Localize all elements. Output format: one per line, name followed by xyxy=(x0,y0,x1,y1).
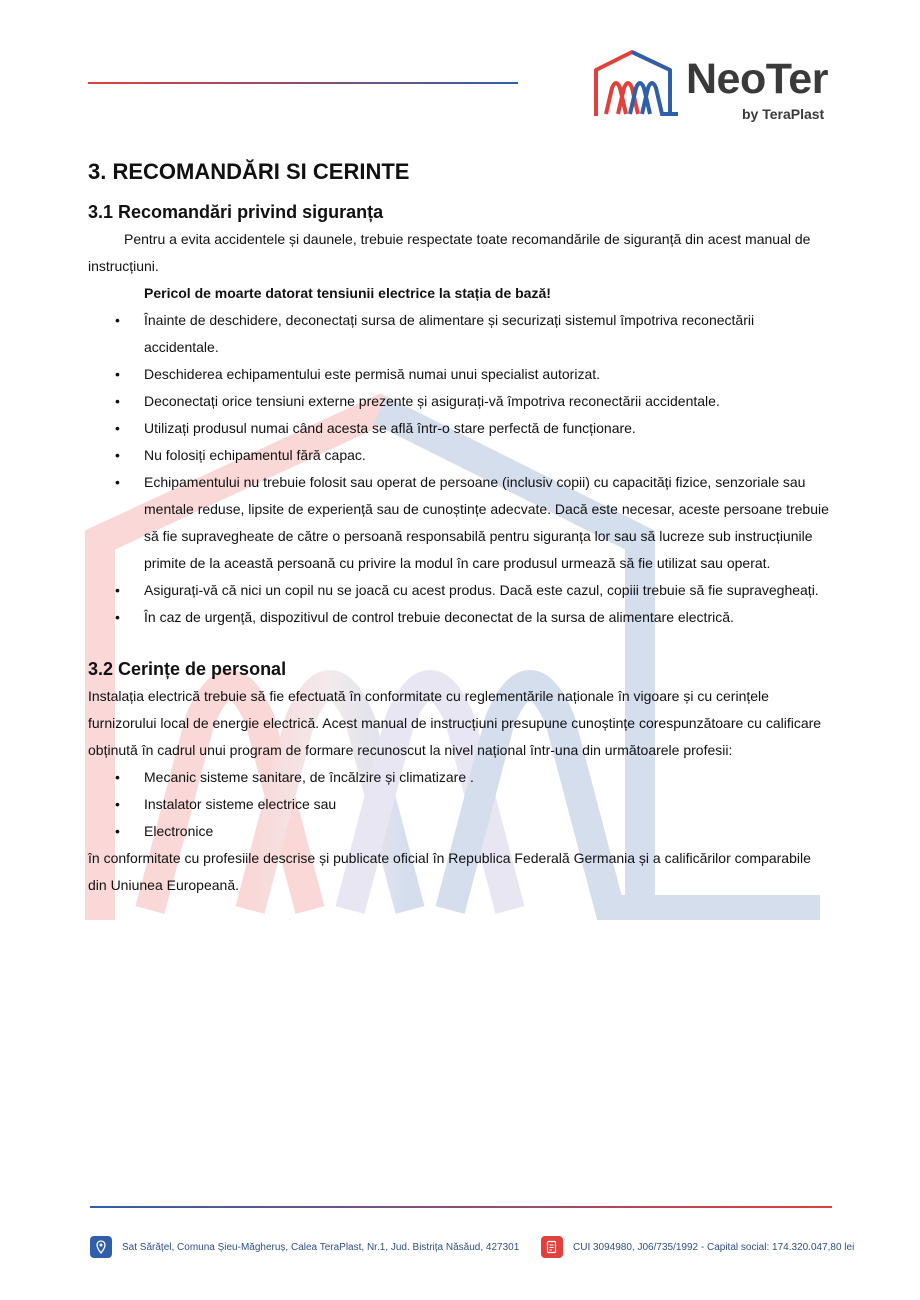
list-item: • Echipamentului nu trebuie folosit sau operat de persoane (inclusiv copii) cu capacități fizice, senzoriale sau mentale reduse, lipsite de experiență sau de cunoștințe adecvate. Dacă este necesar, aceste persoane trebuie să fie supravegheate de către o persoană responsabilă pentru siguranța lor sau să lucreze sub instrucțiunile primite de la această persoană cu privire la modul în care produsul urmează să fie utilizat sau operat. xyxy=(88,469,832,577)
section-3-2-outro: în conformitate cu profesiile descrise și publicate oficial în Republica Federală Germania și a calificărilor comparabile din Uniunea Europeană. xyxy=(88,850,811,893)
list-item: • Asigurați-vă că nici un copil nu se joacă cu acest produs. Dacă este cazul, copiii trebuie să fie supravegheați. xyxy=(88,577,832,604)
section-3-1-intro: Pentru a evita accidentele și daunele, trebuie respectate toate recomandările de siguranță din acest manual de instrucțiuni. xyxy=(88,231,811,274)
page-content xyxy=(88,156,832,899)
logo-house-icon xyxy=(592,48,684,120)
list-item: • Deschiderea echipamentului este permisă numai unui specialist autorizat. xyxy=(88,361,832,388)
footer-divider xyxy=(90,1206,832,1208)
neoter-logo xyxy=(592,46,842,126)
logo-wordmark: NeoTer xyxy=(686,55,828,103)
section-3-title: 3. RECOMANDĂRI SI CERINTE xyxy=(88,159,410,184)
header-divider xyxy=(88,82,518,84)
list-item: • Deconectați orice tensiuni externe prezente și asigurați-vă împotriva reconectării accidentale. xyxy=(88,388,832,415)
footer-address-text: Sat Sărățel, Comuna Șieu-Măgheruș, Calea TeraPlast, Nr.1, Jud. Bistrița Năsăud, 427301 xyxy=(122,1241,520,1253)
logo-subtitle: by TeraPlast xyxy=(742,106,825,122)
section-3-1-title: 3.1 Recomandări privind siguranța xyxy=(88,202,384,222)
footer-address xyxy=(90,1236,519,1258)
list-item: • Electronice xyxy=(88,818,832,845)
section-3-2-intro: Instalația electrică trebuie să fie efectuată în conformitate cu reglementările naționale în vigoare și cu cerințele furnizorului local de energie electrică. Acest manual de instrucțiuni presupune cunoștințe corespunzătoare cu calificare obținută în cadrul unui program de formare recunoscut la nivel național într-una din următoarele profesii: xyxy=(88,688,822,758)
list-item: • Nu folosiți echipamentul fără capac. xyxy=(88,442,832,469)
safety-list xyxy=(88,307,832,631)
list-item: • Mecanic sisteme sanitare, de încălzire și climatizare . xyxy=(88,764,832,791)
profession-list xyxy=(88,764,832,845)
list-item: • Instalator sisteme electrice sau xyxy=(88,791,832,818)
danger-warning: Pericol de moarte datorat tensiunii electrice la stația de bază! xyxy=(144,285,551,301)
list-item: • Înainte de deschidere, deconectați sursa de alimentare și securizați sistemul împotriva reconectării accidentale. xyxy=(88,307,832,361)
footer-company xyxy=(541,1236,854,1258)
location-pin-icon xyxy=(90,1236,112,1258)
section-3-2-title: 3.2 Cerințe de personal xyxy=(88,659,287,679)
list-item: • Utilizați produsul numai când acesta se află într-o stare perfectă de funcționare. xyxy=(88,415,832,442)
list-item: • În caz de urgență, dispozitivul de control trebuie deconectat de la sursa de alimentare electrică. xyxy=(88,604,832,631)
document-icon xyxy=(541,1236,563,1258)
footer-company-text: CUI 3094980, J06/735/1992 - Capital social: 174.320.047,80 lei xyxy=(573,1241,855,1253)
